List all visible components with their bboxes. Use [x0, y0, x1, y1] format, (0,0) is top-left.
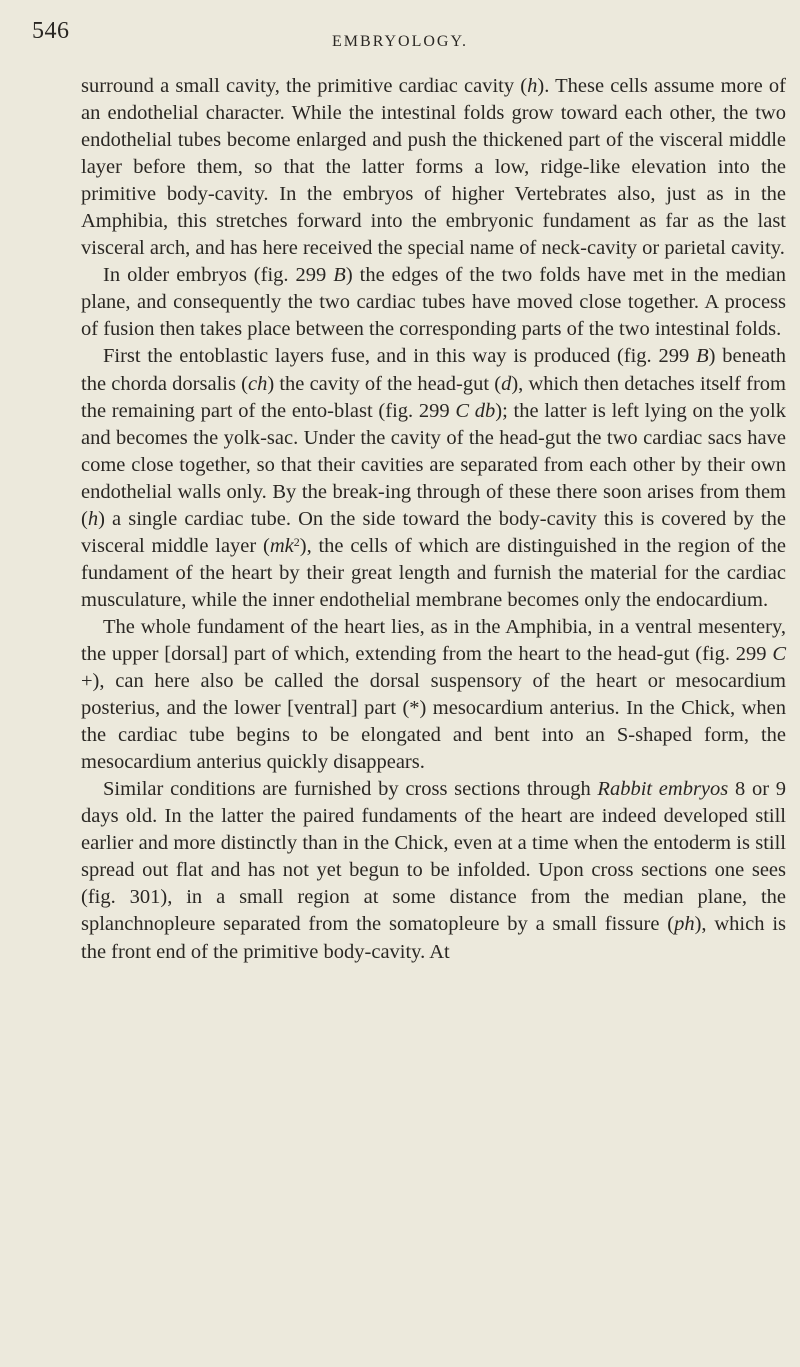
italic-text: B [333, 264, 346, 287]
text-run: In older embryos (fig. 299 [103, 264, 334, 287]
paragraph [81, 343, 786, 613]
text-run: ); the latter is left lying on the yolk and becomes the yolk-sac. Under the cavity of the head-gut the two cardiac sacs have come close together, so that their cavities are separated from each other by their own endothelial walls only. By the break-ing through of these there soon arises from them ( [81, 399, 786, 530]
page-number: 546 [32, 18, 70, 44]
italic-text: d [501, 372, 512, 395]
italic-text: C [772, 642, 786, 665]
running-head: EMBRYOLOGY. [332, 33, 468, 50]
italic-text: ph [674, 913, 695, 936]
superscript: 2 [293, 534, 300, 549]
italic-text: B [696, 345, 709, 368]
text-run: +), can here also be called the dorsal suspensory of the heart or mesocardium posterius, and the lower [ventral] part (*) mesocardium anterius. In the Chick, when the cardiac tube begins to be elongated and bent into an S-shaped form, the mesocardium anterius quickly disappears. [81, 670, 786, 774]
text-run: The whole fundament of the heart lies, as in the Amphibia, in a ventral mesentery, the upper [dorsal] part of which, extending from the heart to the head-gut (fig. 299 [81, 615, 786, 665]
italic-text: h [87, 507, 99, 530]
italic-text: h [527, 75, 538, 97]
text-run: ) the cavity of the head-gut ( [267, 372, 502, 395]
paragraph [81, 776, 786, 965]
paragraph [81, 73, 786, 262]
text-run: 8 or 9 days old. In the latter the paired fundaments of the heart are indeed developed still earlier and more distinctly than in the Chick, even at a time when the entoderm is still spread out flat and has not yet begun to be infolded. Upon cross sections one sees (fig. 301), in a small region at some distance from the median plane, the splanchnopleure separated from the somatopleure by a small fissure ( [81, 778, 786, 936]
text-run: ), which is the front end of the primitive body-cavity. At [81, 913, 786, 963]
paragraph [81, 262, 786, 343]
italic-text: mk [269, 534, 294, 557]
text-run: First the entoblastic layers fuse, and in this way is produced (fig. 299 [103, 345, 697, 368]
text-run: ), which then detaches itself from the remaining part of the ento-blast (fig. 299 [81, 372, 786, 422]
italic-text: C db [455, 399, 496, 422]
text-run: Similar conditions are furnished by cross sections through [103, 778, 598, 801]
text-run: surround a small cavity, the primitive cardiac cavity ( [81, 75, 528, 97]
text-run: ) beneath the chorda dorsalis ( [81, 345, 786, 395]
text-run: ). These cells assume more of an endothelial character. While the intestinal folds grow toward each other, the two endothelial tubes become enlarged and push the thickened part of the visceral middle layer before them, so that the latter forms a low, ridge-like elevation into the primitive body-cavity. In the embryos of higher Vertebrates also, just as in the Amphibia, this stretches forward into the embryonic fundament as far as the last visceral arch, and has here received the special name of neck-cavity or parietal cavity. [81, 75, 786, 260]
text-run: ), the cells of which are distinguished in the region of the fundament of the heart by their great length and furnish the material for the cardiac musculature, while the inner endothelial membrane becomes only the endocardium. [81, 534, 786, 611]
text-run: ) a single cardiac tube. On the side toward the body-cavity this is covered by the visceral middle layer ( [81, 507, 786, 557]
italic-text: ch [247, 372, 268, 395]
paragraph [81, 614, 786, 776]
text-run: ) the edges of the two folds have met in the median plane, and consequently the two cardiac tubes have moved close together. A process of fusion then takes place between the corresponding parts of the two intestinal folds. [81, 264, 786, 341]
italic-text: Rabbit embryos [597, 778, 729, 801]
body-text [81, 73, 786, 966]
